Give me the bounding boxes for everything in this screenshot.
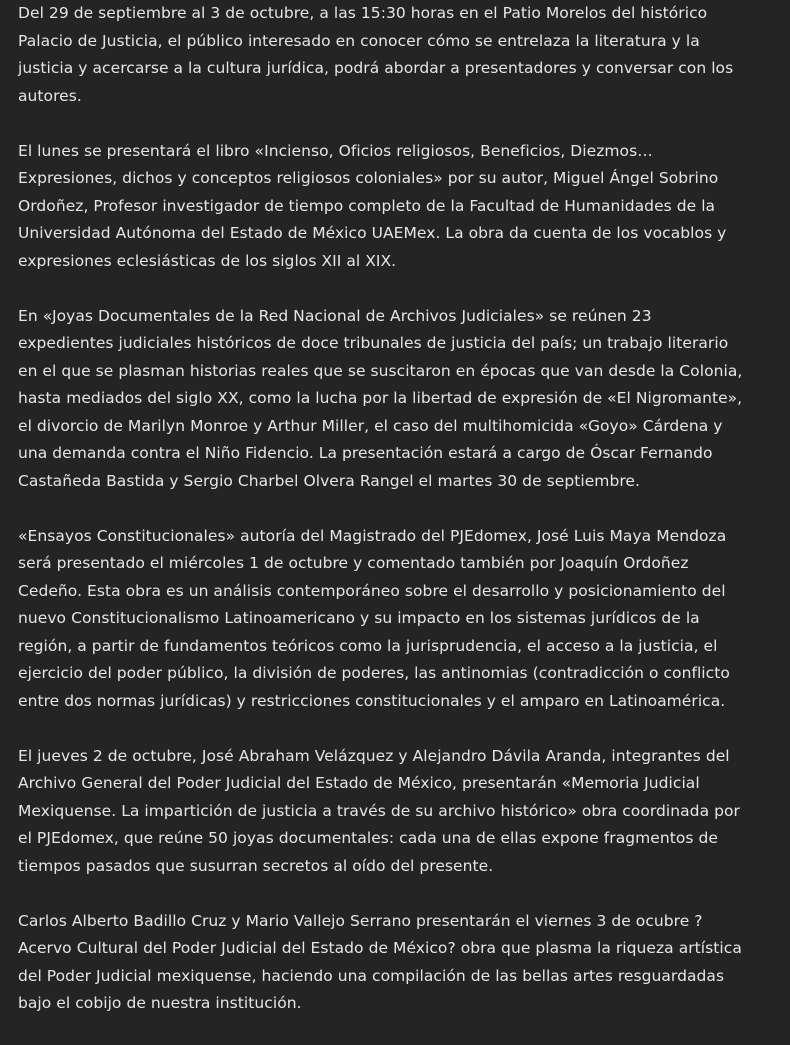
text-line: Carlos Alberto Badillo Cruz y Mario Vallejo Serrano presentarán el viernes 3 de ocubre ?: [18, 911, 703, 930]
text-line: región, a partir de fundamentos teóricos como la jurisprudencia, el acceso a la justicia, el: [18, 636, 718, 655]
text-line: expresiones eclesiásticas de los siglos XII al XIX.: [18, 251, 397, 270]
text-line: Ordoñez, Profesor investigador de tiempo completo de la Facultad de Humanidades de la: [18, 196, 716, 215]
text-line: el divorcio de Marilyn Monroe y Arthur Miller, el caso del multihomicida «Goyo» Cárdena y: [18, 416, 723, 435]
text-line: En «Joyas Documentales de la Red Nacional de Archivos Judiciales» se reúnen 23: [18, 306, 652, 325]
text-line: Expresiones, dichos y conceptos religiosos coloniales» por su autor, Miguel Ángel Sobrino: [18, 169, 719, 187]
paragraph-friday: [18, 908, 780, 1018]
text-line: autores.: [18, 86, 82, 105]
paragraph-intro: [18, 0, 780, 110]
text-line: Cedeño. Esta obra es un análisis contemporáneo sobre el desarrollo y posicionamiento del: [18, 581, 726, 600]
text-line: ejercicio del poder público, la división de poderes, las antinomias (contradicción o conflicto: [18, 664, 730, 682]
paragraph-wednesday: [18, 523, 780, 716]
text-line: el PJEdomex, que reúne 50 joyas documentales: cada una de ellas expone fragmentos de: [18, 829, 718, 847]
text-line: Archivo General del Poder Judicial del Estado de México, presentarán «Memoria Judicial: [18, 774, 700, 792]
text-line: del Poder Judicial mexiquense, haciendo una compilación de las bellas artes resguardadas: [18, 966, 725, 985]
text-line: Del 29 de septiembre al 3 de octubre, a las 15:30 horas en el Patio Morelos del histórico: [18, 4, 708, 22]
text-line: Mexiquense. La impartición de justicia a través de su archivo histórico» obra coordinada por: [18, 801, 740, 820]
text-line: El lunes se presentará el libro «Incienso, Oficios religiosos, Beneficios, Diezmos…: [18, 141, 653, 160]
text-line: hasta mediados del siglo XX, como la lucha por la libertad de expresión de «El Nigromante»,: [18, 389, 743, 407]
text-line: bajo el cobijo de nuestra institución.: [18, 994, 302, 1012]
text-line: expedientes judiciales históricos de doce tribunales de justicia del país; un trabajo literario: [18, 334, 729, 352]
text-line: El jueves 2 de octubre, José Abraham Velázquez y Alejandro Dávila Aranda, integrantes del: [18, 746, 730, 765]
text-line: justicia y acercarse a la cultura jurídica, podrá abordar a presentadores y conversar con los: [18, 59, 734, 77]
text-line: Castañeda Bastida y Sergio Charbel Olvera Rangel el martes 30 de septiembre.: [18, 471, 640, 490]
text-line: en el que se plasman historias reales que se suscitaron en épocas que van desde la Colonia,: [18, 361, 743, 380]
paragraph-monday: [18, 138, 780, 276]
paragraph-tuesday: [18, 303, 780, 496]
text-line: será presentado el miércoles 1 de octubre y comentado también por Joaquín Ordoñez: [18, 554, 689, 572]
paragraph-thursday: [18, 743, 780, 881]
text-line: tiempos pasados que susurran secretos al oído del presente.: [18, 856, 494, 875]
text-line: nuevo Constitucionalismo Latinoamericano y su impacto en los sistemas jurídicos de la: [18, 609, 700, 627]
text-line: Universidad Autónoma del Estado de México UAEMex. La obra da cuenta de los vocablos y: [18, 224, 727, 242]
article-body: [18, 0, 780, 1045]
text-line: entre dos normas jurídicas) y restricciones constitucionales y el amparo en Latinoamérica.: [18, 691, 726, 710]
text-line: Acervo Cultural del Poder Judicial del Estado de México? obra que plasma la riqueza artística: [18, 939, 742, 957]
text-line: Palacio de Justicia, el público interesado en conocer cómo se entrelaza la literatura y la: [18, 31, 700, 50]
text-line: «Ensayos Constitucionales» autoría del Magistrado del PJEdomex, José Luis Maya Mendoza: [18, 526, 727, 545]
text-line: una demanda contra el Niño Fidencio. La presentación estará a cargo de Óscar Fernando: [18, 444, 713, 462]
